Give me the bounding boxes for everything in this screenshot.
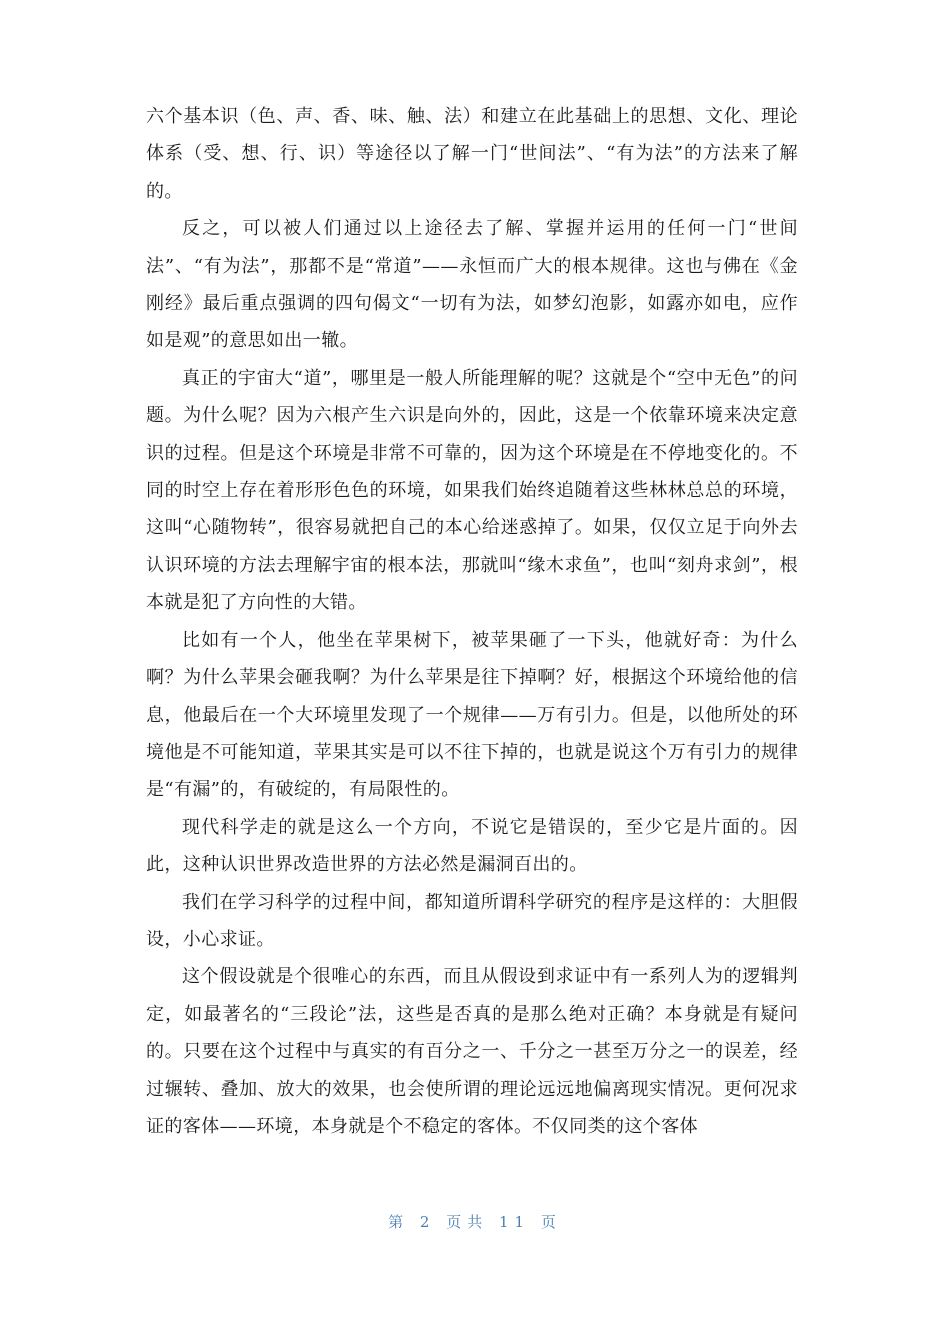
paragraph-continuation: 六个基本识（色、声、香、味、触、法）和建立在此基础上的思想、文化、理论体系（受、想、行、识）等途径以了解一门“世间法”、“有为法”的方法来了解的。 — [146, 106, 798, 202]
footer-suffix: 页 — [540, 1213, 562, 1231]
page-footer — [0, 1211, 950, 1232]
paragraph: 我们在学习科学的过程中间，都知道所谓科学研究的程序是这样的：大胆假设，小心求证。 — [146, 891, 798, 950]
paragraph: 比如有一个人，他坐在苹果树下，被苹果砸了一下头，他就好奇：为什么啊？为什么苹果会砸我啊？为什么苹果是往下掉啊？好，根据这个环境给他的信息，他最后在一个大环境里发现了一个规律——万有引力。但是，以他所处的环境他是不可能知道，苹果其实是可以不往下掉的，也就是说这个万有引力的规律是“有漏”的，有破绽的，有局限性的。 — [146, 629, 798, 801]
footer-middle: 页共 — [446, 1213, 489, 1231]
paragraph: 这个假设就是个很唯心的东西，而且从假设到求证中有一系列人为的逻辑判定，如最著名的“三段论”法，这些是否真的是那么绝对正确？本身就是有疑问的。只要在这个过程中与真实的有百分之一、千分之一甚至万分之一的误差，经过辗转、叠加、放大的效果，也会使所谓的理论远远地偏离现实情况。更何况求证的客体——环境，本身就是个不稳定的客体。不仅同类的这个客体 — [146, 966, 798, 1137]
paragraph: 真正的宇宙大“道”，哪里是一般人所能理解的呢？这就是个“空中无色”的问题。为什么呢？因为六根产生六识是向外的，因此，这是一个依靠环境来决定意识的过程。但是这个环境是非常不可靠的，因为这个环境是在不停地变化的。不同的时空上存在着形形色色的环境，如果我们始终追随着这些林林总总的环境，这叫“心随物转”，很容易就把自己的本心给迷惑掉了。如果，仅仅立足于向外去认识环境的方法去理解宇宙的根本法，那就叫“缘木求鱼”，也叫“刻舟求剑”，根本就是犯了方向性的大错。 — [146, 367, 798, 614]
document-body — [146, 98, 798, 1145]
paragraph: 反之，可以被人们通过以上途径去了解、掌握并运用的任何一门“世间法”、“有为法”，那都不是“常道”——永恒而广大的根本规律。这也与佛在《金刚经》最后重点强调的四句偈文“一切有为法，如梦幻泡影，如露亦如电，应作如是观”的意思如出一辙。 — [146, 218, 798, 352]
footer-prefix: 第 — [388, 1213, 410, 1231]
footer-total-pages: 11 — [499, 1213, 531, 1231]
footer-current-page: 2 — [419, 1213, 436, 1231]
paragraph: 现代科学走的就是这么一个方向，不说它是错误的，至少它是片面的。因此，这种认识世界改造世界的方法必然是漏洞百出的。 — [146, 816, 798, 876]
